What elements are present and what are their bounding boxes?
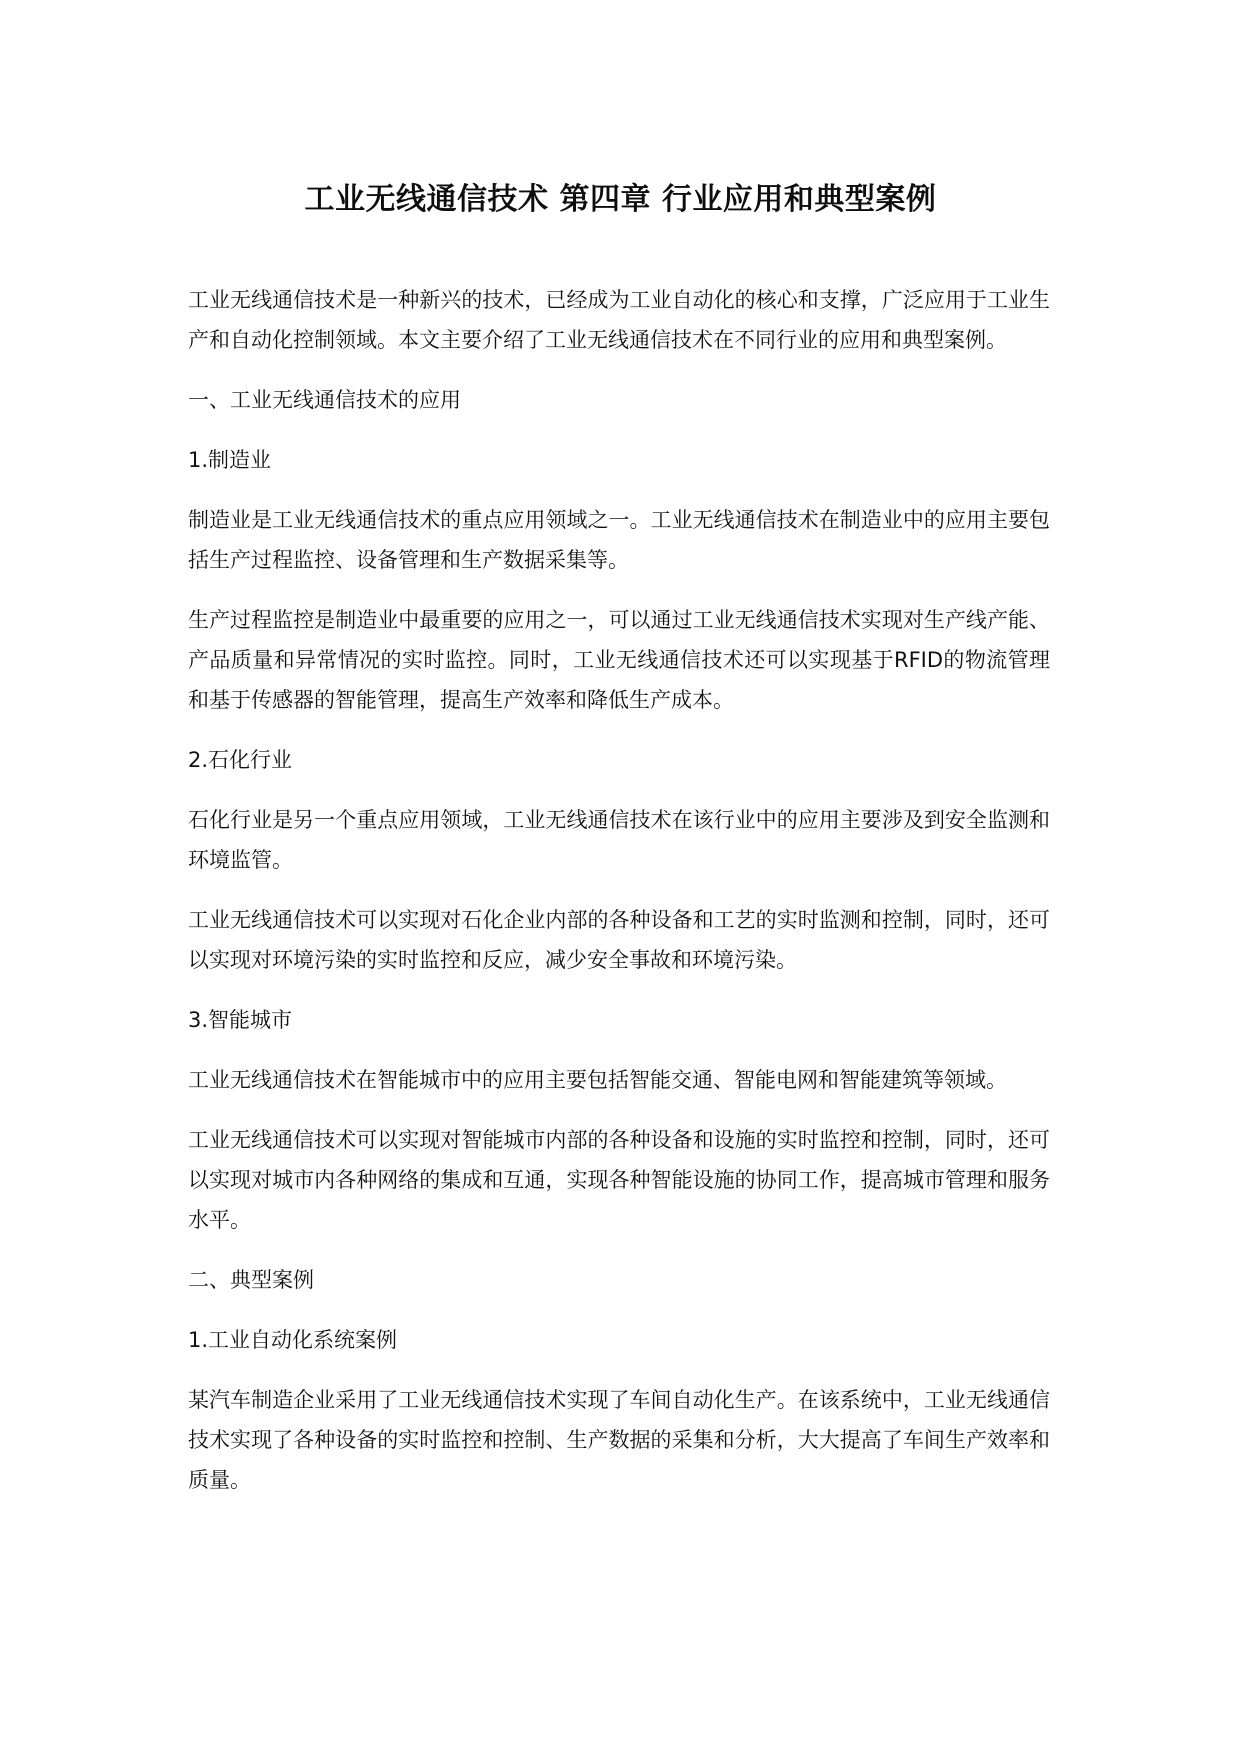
section-heading-cases: 二、典型案例 <box>188 1268 314 1292</box>
intro-paragraph: 工业无线通信技术是一种新兴的技术，已经成为工业自动化的核心和支撑，广泛应用于工业生产和自动化控制领域。本文主要介绍了工业无线通信技术在不同行业的应用和典型案例。 <box>188 288 1050 352</box>
manufacturing-paragraph-1: 制造业是工业无线通信技术的重点应用领域之一。工业无线通信技术在制造业中的应用主要包括生产过程监控、设备管理和生产数据采集等。 <box>188 508 1050 572</box>
section-heading-applications: 一、工业无线通信技术的应用 <box>188 388 461 412</box>
subsection-heading-smart-city: 3.智能城市 <box>188 1008 293 1032</box>
document-body <box>188 280 1050 1520</box>
petrochemical-paragraph-2: 工业无线通信技术可以实现对石化企业内部的各种设备和工艺的实时监测和控制，同时，还可以实现对环境污染的实时监控和反应，减少安全事故和环境污染。 <box>188 908 1050 972</box>
subsection-heading-automation-case: 1.工业自动化系统案例 <box>188 1328 398 1352</box>
manufacturing-paragraph-2: 生产过程监控是制造业中最重要的应用之一，可以通过工业无线通信技术实现对生产线产能、产品质量和异常情况的实时监控。同时，工业无线通信技术还可以实现基于RFID的物流管理和基于传感器的智能管理，提高生产效率和降低生产成本。 <box>188 608 1050 712</box>
petrochemical-paragraph-1: 石化行业是另一个重点应用领域，工业无线通信技术在该行业中的应用主要涉及到安全监测和环境监管。 <box>188 808 1050 872</box>
automation-case-paragraph: 某汽车制造企业采用了工业无线通信技术实现了车间自动化生产。在该系统中，工业无线通信技术实现了各种设备的实时监控和控制、生产数据的采集和分析，大大提高了车间生产效率和质量。 <box>188 1388 1050 1492</box>
subsection-heading-petrochemical: 2.石化行业 <box>188 748 293 772</box>
smart-city-paragraph-1: 工业无线通信技术在智能城市中的应用主要包括智能交通、智能电网和智能建筑等领域。 <box>188 1068 1007 1092</box>
subsection-heading-manufacturing: 1.制造业 <box>188 448 272 472</box>
document-title: 工业无线通信技术 第四章 行业应用和典型案例 <box>304 182 937 217</box>
smart-city-paragraph-2: 工业无线通信技术可以实现对智能城市内部的各种设备和设施的实时监控和控制，同时，还可以实现对城市内各种网络的集成和互通，实现各种智能设施的协同工作，提高城市管理和服务水平。 <box>188 1128 1050 1232</box>
